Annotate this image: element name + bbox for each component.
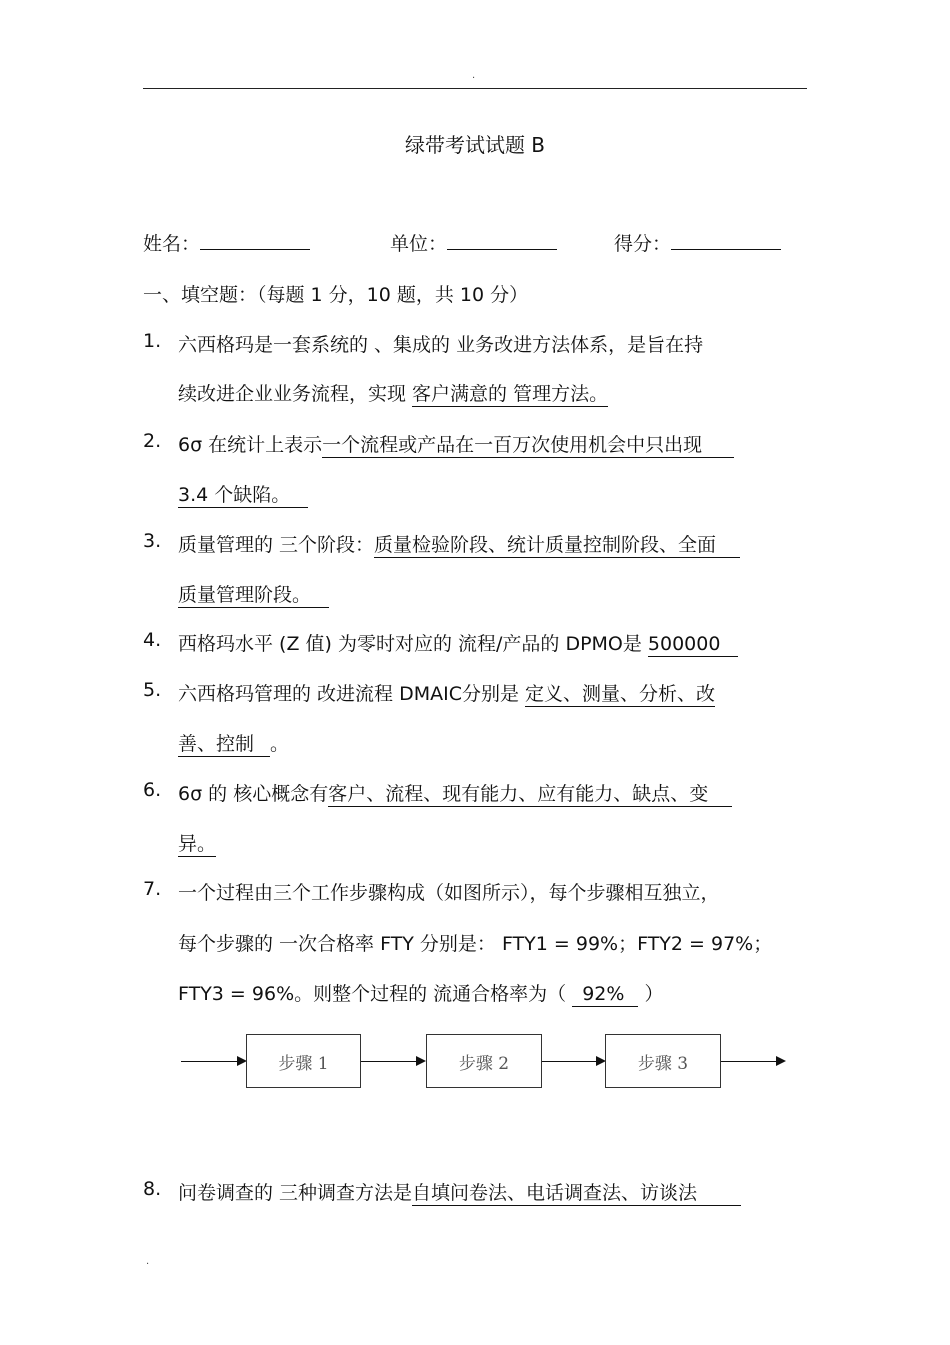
question-1-line2 <box>178 379 608 406</box>
arrow-1-2 <box>361 1061 424 1062</box>
question-2-line1 <box>178 430 734 458</box>
question-6-answer-cont: 异。 <box>178 833 217 855</box>
question-4-text: 西格玛水平 (Z 值) 为零时对应的 流程/产品的 DPMO是 <box>178 633 648 655</box>
question-6-answer: 客户、流程、现有能力、应有能力、缺点、变 <box>328 783 709 805</box>
question-4-number: 4. <box>143 629 162 651</box>
question-5-answer-cont: 善、控制 <box>178 733 270 757</box>
question-3-text: 质量管理的 三个阶段： <box>178 534 375 556</box>
arrow-out <box>721 1061 784 1062</box>
step-2-box: 步骤 2 <box>426 1034 542 1088</box>
name-field <box>143 229 310 256</box>
question-2-blank-tail <box>702 434 734 458</box>
header-rule <box>143 88 807 89</box>
question-6-line2 <box>178 829 216 856</box>
question-2-text: 6σ 在统计上表示 <box>178 434 323 456</box>
step-1-box: 步骤 1 <box>246 1034 361 1088</box>
question-5-line1 <box>178 679 715 706</box>
question-1-line1: 六西格玛是一套系统的 、集成的 业务改进方法体系，是旨在持 <box>178 334 704 356</box>
step-3-box: 步骤 3 <box>605 1034 721 1088</box>
arrow-2-3 <box>542 1061 604 1062</box>
question-7-text: FTY3 = 96%。则整个过程的 流通合格率为（ <box>178 983 573 1005</box>
unit-blank <box>447 231 557 250</box>
question-2-answer: 一个流程或产品在一百万次使用机会中只出现 <box>322 434 703 456</box>
question-6-number: 6. <box>143 779 162 801</box>
question-3-line1 <box>178 530 740 558</box>
question-4-answer: 500000 <box>648 633 739 657</box>
question-8-number: 8. <box>143 1178 162 1200</box>
question-8-text: 问卷调查的 三种调查方法是 <box>178 1182 413 1204</box>
name-label: 姓名： <box>143 233 201 255</box>
question-6-text: 6σ 的 核心概念有 <box>178 783 329 805</box>
question-7-line1: 一个过程由三个工作步骤构成（如图所示），每个步骤相互独立， <box>178 882 720 904</box>
question-7-end: ） <box>638 983 664 1005</box>
header-mark: . <box>472 70 476 81</box>
question-2-answer-cont: 3.4 个缺陷。 <box>178 484 291 506</box>
question-5-end: 。 <box>270 733 290 755</box>
question-5-number: 5. <box>143 679 162 701</box>
question-1-number: 1. <box>143 330 162 352</box>
question-8-answer: 自填问卷法、电话调查法、访谈法 <box>412 1182 698 1204</box>
footer-mark: . <box>146 1256 150 1267</box>
question-7-line3 <box>178 979 664 1006</box>
question-7-line2: 每个步骤的 一次合格率 FTY 分别是： FTY1 = 99%；FTY2 = 97%； <box>178 933 773 955</box>
question-6-line1 <box>178 779 732 807</box>
page-title: 绿带考试试题 B <box>404 133 546 157</box>
question-8-line1 <box>178 1178 741 1206</box>
score-blank <box>671 231 781 250</box>
question-3-answer-cont: 质量管理阶段。 <box>178 584 312 606</box>
name-blank <box>200 231 310 250</box>
question-2-number: 2. <box>143 430 162 452</box>
question-7-number: 7. <box>143 878 162 900</box>
score-field <box>614 229 781 256</box>
question-3-number: 3. <box>143 530 162 552</box>
question-1-text: 续改进企业业务流程，实现 <box>178 383 413 405</box>
question-7-answer: 92% <box>572 983 638 1007</box>
unit-label: 单位： <box>390 233 448 255</box>
question-1-answer: 客户满意的 管理方法。 <box>412 383 609 405</box>
unit-field <box>390 229 557 256</box>
section-heading: 一、填空题：（每题 1 分，10 题，共 10 分） <box>143 284 529 306</box>
question-3-answer: 质量检验阶段、统计质量控制阶段、全面 <box>374 534 717 556</box>
question-2-line2 <box>178 480 308 508</box>
arrow-in <box>181 1061 245 1062</box>
score-label: 得分： <box>614 233 672 255</box>
question-5-answer: 定义、测量、分析、改 <box>525 683 716 705</box>
question-5-line2 <box>178 729 289 756</box>
question-4-line1 <box>178 629 738 656</box>
question-3-line2 <box>178 580 329 608</box>
question-5-text: 六西格玛管理的 改进流程 DMAIC分别是 <box>178 683 526 705</box>
